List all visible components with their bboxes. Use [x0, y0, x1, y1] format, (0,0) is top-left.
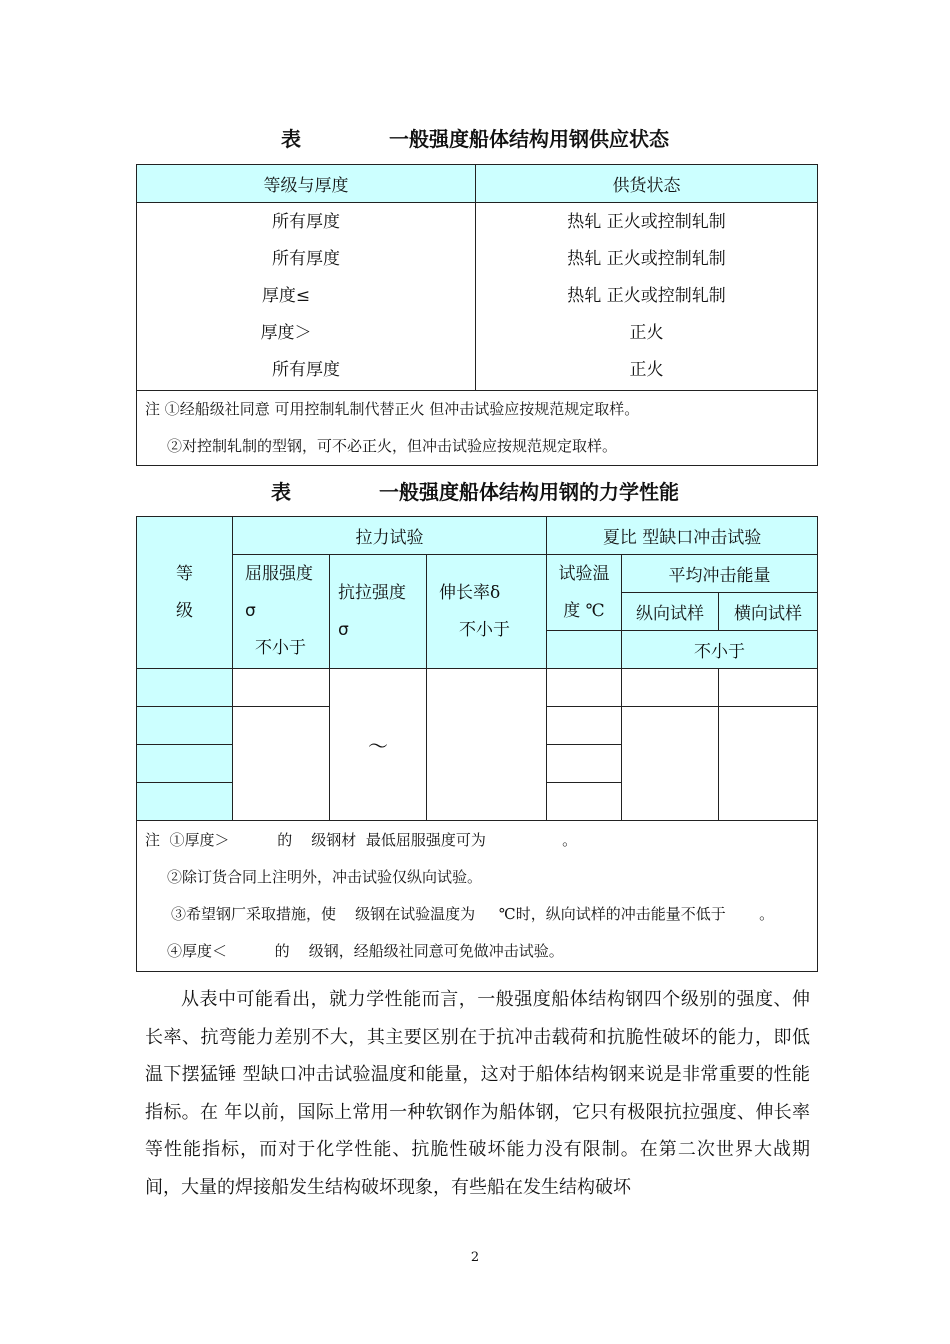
- yield-min: 不小于: [255, 638, 306, 658]
- tensile-test-header: 拉力试验: [233, 517, 547, 555]
- table2-notes: [137, 821, 818, 972]
- note-line: ②对控制轧制的型钢，可不必正火，但冲击试验应按规范规定取样。: [167, 437, 618, 455]
- tensile-cell: [330, 669, 427, 821]
- test-temp-header: [547, 555, 622, 631]
- charpy-test-header: 夏比 型缺口冲击试验: [547, 517, 818, 555]
- grade-column: [137, 203, 476, 391]
- yield-symbol: σ: [245, 601, 256, 621]
- grade-cell: 厚度≤: [261, 286, 311, 306]
- temp-cell: [547, 783, 622, 821]
- header-grade-thickness: 等级与厚度: [137, 165, 476, 203]
- yield-label: 屈服强度: [245, 564, 313, 584]
- yield-strength-header: [233, 555, 330, 669]
- tilde-range: ～: [368, 734, 388, 758]
- note-line: 注 ①厚度＞ 的 级钢材 最低屈服强度可为 。: [145, 831, 578, 849]
- state-cell: 热轧 正火或控制轧制: [567, 212, 726, 232]
- temp-cell: [547, 745, 622, 783]
- table2-title: [0, 476, 950, 505]
- longitudinal-cell: [622, 669, 719, 707]
- temp-cell: [547, 707, 622, 745]
- elongation-header: [427, 555, 547, 669]
- grade-cell: [137, 745, 233, 783]
- state-cell: 正火: [629, 323, 664, 343]
- elongation-min: 不小于: [459, 619, 510, 640]
- state-cell: 热轧 正火或控制轧制: [567, 249, 726, 269]
- grade-header-line: 等: [176, 563, 193, 584]
- transverse-cell: [719, 669, 818, 707]
- grade-header-line: 级: [176, 600, 193, 621]
- grade-cell: 所有厚度: [272, 360, 340, 380]
- mechanical-properties-table: [136, 516, 818, 972]
- note-line: ③希望钢厂采取措施，使 级钢在试验温度为 ℃时，纵向试样的冲击能量不低于 。: [171, 905, 775, 923]
- yield-cell: [233, 669, 330, 707]
- body-paragraph: 从表中可能看出，就力学性能而言，一般强度船体结构钢四个级别的强度、伸长率、抗弯能力差别不大，其主要区别在于抗冲击载荷和抗脆性破坏的能力，即低温下摆猛锤 型缺口冲击试验温度和能量，这对于船体结构钢来说是非常重要的性能指标。在 年以前，国际上常用一种软钢作为船体钢，它只有极限抗拉强度、伸长率等性能指标，而对于化学性能、抗脆性破坏能力没有限制。在第二次世界大战期间，大量的焊接船发生结构破坏现象，有些船在发生结构破坏: [145, 989, 810, 1198]
- test-temp-label: 试验温: [558, 563, 610, 584]
- state-cell: 正火: [629, 360, 664, 380]
- yield-cell: [233, 707, 330, 821]
- longitudinal-cell: [622, 707, 719, 821]
- transverse-cell: [719, 707, 818, 821]
- elongation-cell: [427, 669, 547, 821]
- longitudinal-header: 纵向试样: [622, 593, 719, 631]
- grade-cell: 厚度＞: [260, 323, 312, 343]
- state-column: [476, 203, 818, 391]
- temp-blank: [547, 631, 622, 669]
- grade-cell: 所有厚度: [272, 212, 340, 232]
- table1-title-text: 一般强度船体结构用钢供应状态: [389, 127, 669, 151]
- note-line: 注 ①经船级社同意 可用控制轧制代替正火 但冲击试验应按规范规定取样。: [145, 400, 640, 418]
- state-cell: 热轧 正火或控制轧制: [567, 286, 726, 306]
- grade-cell: [137, 707, 233, 745]
- energy-min-header: 不小于: [622, 631, 818, 669]
- temp-cell: [547, 669, 622, 707]
- table1-title-prefix: 表: [281, 127, 301, 151]
- avg-energy-header: 平均冲击能量: [622, 555, 818, 593]
- table2-title-text: 一般强度船体结构用钢的力学性能: [379, 480, 679, 504]
- note-line: ②除订货合同上注明外，冲击试验仅纵向试验。: [167, 868, 483, 886]
- table2-title-prefix: 表: [271, 480, 291, 504]
- transverse-header: 横向试样: [719, 593, 818, 631]
- header-supply-state: 供货状态: [476, 165, 818, 203]
- grade-cell: [137, 669, 233, 707]
- elongation-label: 伸长率δ: [439, 582, 501, 603]
- grade-cell: [137, 783, 233, 821]
- grade-cell: 所有厚度: [272, 249, 340, 269]
- tensile-symbol: σ: [338, 619, 349, 640]
- table1-notes: [137, 391, 818, 466]
- tensile-strength-header: [330, 555, 427, 669]
- note-line: ④厚度＜ 的 级钢，经船级社同意可免做冲击试验。: [167, 942, 564, 960]
- table1-title: [0, 123, 950, 152]
- tensile-label: 抗拉强度: [338, 582, 406, 603]
- page-number: 2: [470, 1250, 480, 1265]
- test-temp-unit: 度 ℃: [563, 600, 605, 621]
- grade-header: [137, 517, 233, 669]
- supply-state-table: [136, 164, 818, 466]
